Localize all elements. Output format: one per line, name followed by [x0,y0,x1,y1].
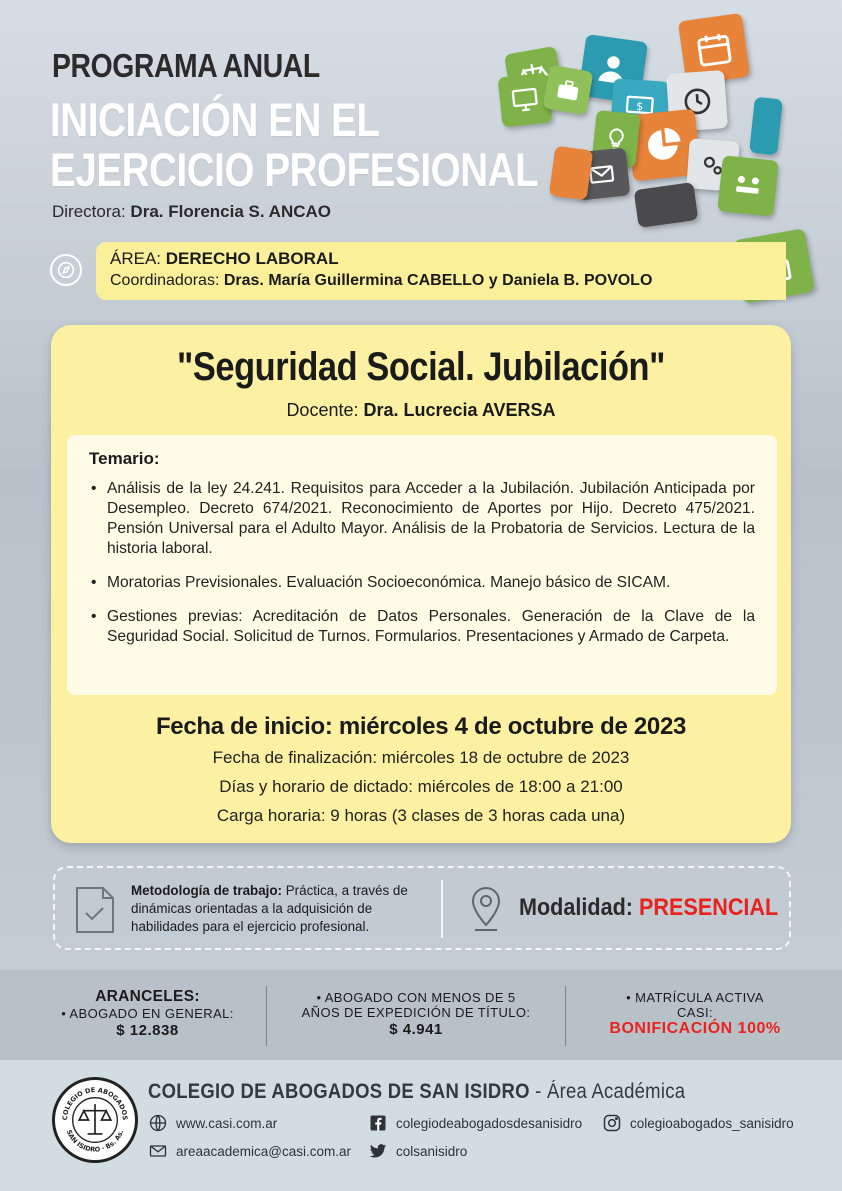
twitter-icon [368,1141,388,1161]
syllabus-item: • Gestiones previas: Acreditación de Datos Personales. Generación de la Clave de la Seguridad Social. Solicitud de Turnos. Formularios. Presentaciones y Armado de Carpeta. [89,607,755,647]
globe-icon [148,1113,168,1133]
fee-member [580,990,810,1038]
syllabus-title: Temario: [89,449,160,468]
facebook-text: colegiodeabogadosdesanisidro [396,1115,583,1131]
fees-title: ARANCELES: [95,988,200,1005]
cube-briefcase-icon [543,65,594,116]
fee-junior [280,990,552,1038]
colegio-title: COLEGIO DE ABOGADOS DE SAN ISIDRO [148,1080,530,1103]
document-check-icon [75,886,115,934]
coordinators-names: Dras. María Guillermina CABELLO y Daniela B. POVOLO [223,272,653,289]
website-link[interactable] [148,1113,277,1133]
cube-dark-bottom [634,182,699,228]
fee-member-line2: CASI: [677,1005,713,1020]
compass-icon [50,254,82,286]
teacher-name: Dra. Lucrecia AVERSA [363,400,556,420]
seal-top-text: COLEGIO DE ABOGADOS [61,1086,129,1121]
fees-divider [266,986,267,1046]
end-date: Fecha de finalización: miércoles 18 de octubre de 2023 [212,748,630,767]
modality-label: Modalidad: [519,894,639,921]
area-name: DERECHO LABORAL [165,249,339,268]
instagram-text: colegioabogados_sanisidro [630,1115,794,1131]
twitter-link[interactable] [368,1141,467,1161]
fee-general-amount: $ 12.838 [116,1022,179,1039]
modality-value: PRESENCIAL [638,894,779,921]
course-title: "Seguridad Social. Jubilación" [176,345,666,389]
methodology-label: Metodología de trabajo: [131,883,283,898]
director-name: Dra. Florencia S. ANCAO [130,202,332,221]
program-title-line1: INICIACIÓN EN EL [50,93,380,146]
schedule: Días y horario de dictado: miércoles de 18:00 a 21:00 [219,777,623,796]
cube-teal-side [749,97,783,156]
program-title-line2: EJERCICIO PROFESIONAL [50,143,539,196]
area-banner [96,242,786,300]
area-line [110,249,772,269]
syllabus-list [89,479,755,647]
program-label: PROGRAMA ANUAL [52,47,320,84]
modality [519,894,778,922]
fee-general [40,988,255,1039]
fee-junior-amount: $ 4.941 [389,1021,443,1038]
seal-bottom-text: SAN ISIDRO · Bs. As. [64,1128,126,1154]
fee-member-line1: • MATRÍCULA ACTIVA [626,990,764,1005]
location-pin-icon [469,886,503,932]
director-line [52,202,331,222]
director-prefix: Directora: [52,202,131,221]
fee-junior-line1: • ABOGADO CON MENOS DE 5 [316,990,516,1005]
teacher-prefix: Docente: [286,400,364,420]
teacher-line [51,400,791,421]
cube-meeting-icon [717,155,779,217]
colegio-area: - Área Académica [529,1080,686,1103]
facebook-icon [368,1113,388,1133]
syllabus-box [67,435,777,695]
fee-junior-line2: AÑOS DE EXPEDICIÓN DE TÍTULO: [301,1005,531,1020]
methodology-box [53,866,791,950]
methodology-divider [441,880,443,938]
website-text: www.casi.com.ar [176,1115,278,1131]
area-label: ÁREA: [110,249,166,268]
fees-divider [565,986,566,1046]
email-text: areaacademica@casi.com.ar [176,1143,352,1159]
instagram-link[interactable] [602,1113,794,1133]
mail-icon [148,1141,168,1161]
methodology-text [131,882,431,936]
fee-general-label: • ABOGADO EN GENERAL: [61,1006,234,1021]
colegio-name [148,1080,685,1104]
facebook-link[interactable] [368,1113,582,1133]
instagram-icon [602,1113,622,1133]
svg-text:$: $ [635,99,644,114]
twitter-text: colsanisidro [396,1143,468,1159]
colegio-seal-logo [52,1077,138,1163]
workload: Carga horaria: 9 horas (3 clases de 3 horas cada una) [216,806,626,825]
syllabus-item: • Moratorias Previsionales. Evaluación Socioeconómica. Manejo básico de SICAM. [89,573,755,593]
coordinators-prefix: Coordinadoras: [110,272,224,289]
methodology-description: Práctica, a través de dinámicas orientadas a la adquisición de habilidades para el ejercicio profesional. [131,883,408,934]
start-date: Fecha de inicio: miércoles 4 de octubre de 2023 [155,713,687,740]
cube-orange-small [549,146,594,201]
syllabus-item: • Análisis de la ley 24.241. Requisitos para Acceder a la Jubilación. Jubilación Anticipada por Desempleo. Decreto 674/2021. Reconocimiento de Aportes por Hijo. Decreto 475/2021. Pensión Universal para el Adulto Mayor. Análisis de la Probatoria de Servicios. Lectura de la historia laboral. [89,479,755,559]
email-link[interactable] [148,1141,351,1161]
course-card [51,325,791,843]
fee-member-bonus: BONIFICACIÓN 100% [609,1020,781,1037]
coordinators-line [110,272,772,290]
